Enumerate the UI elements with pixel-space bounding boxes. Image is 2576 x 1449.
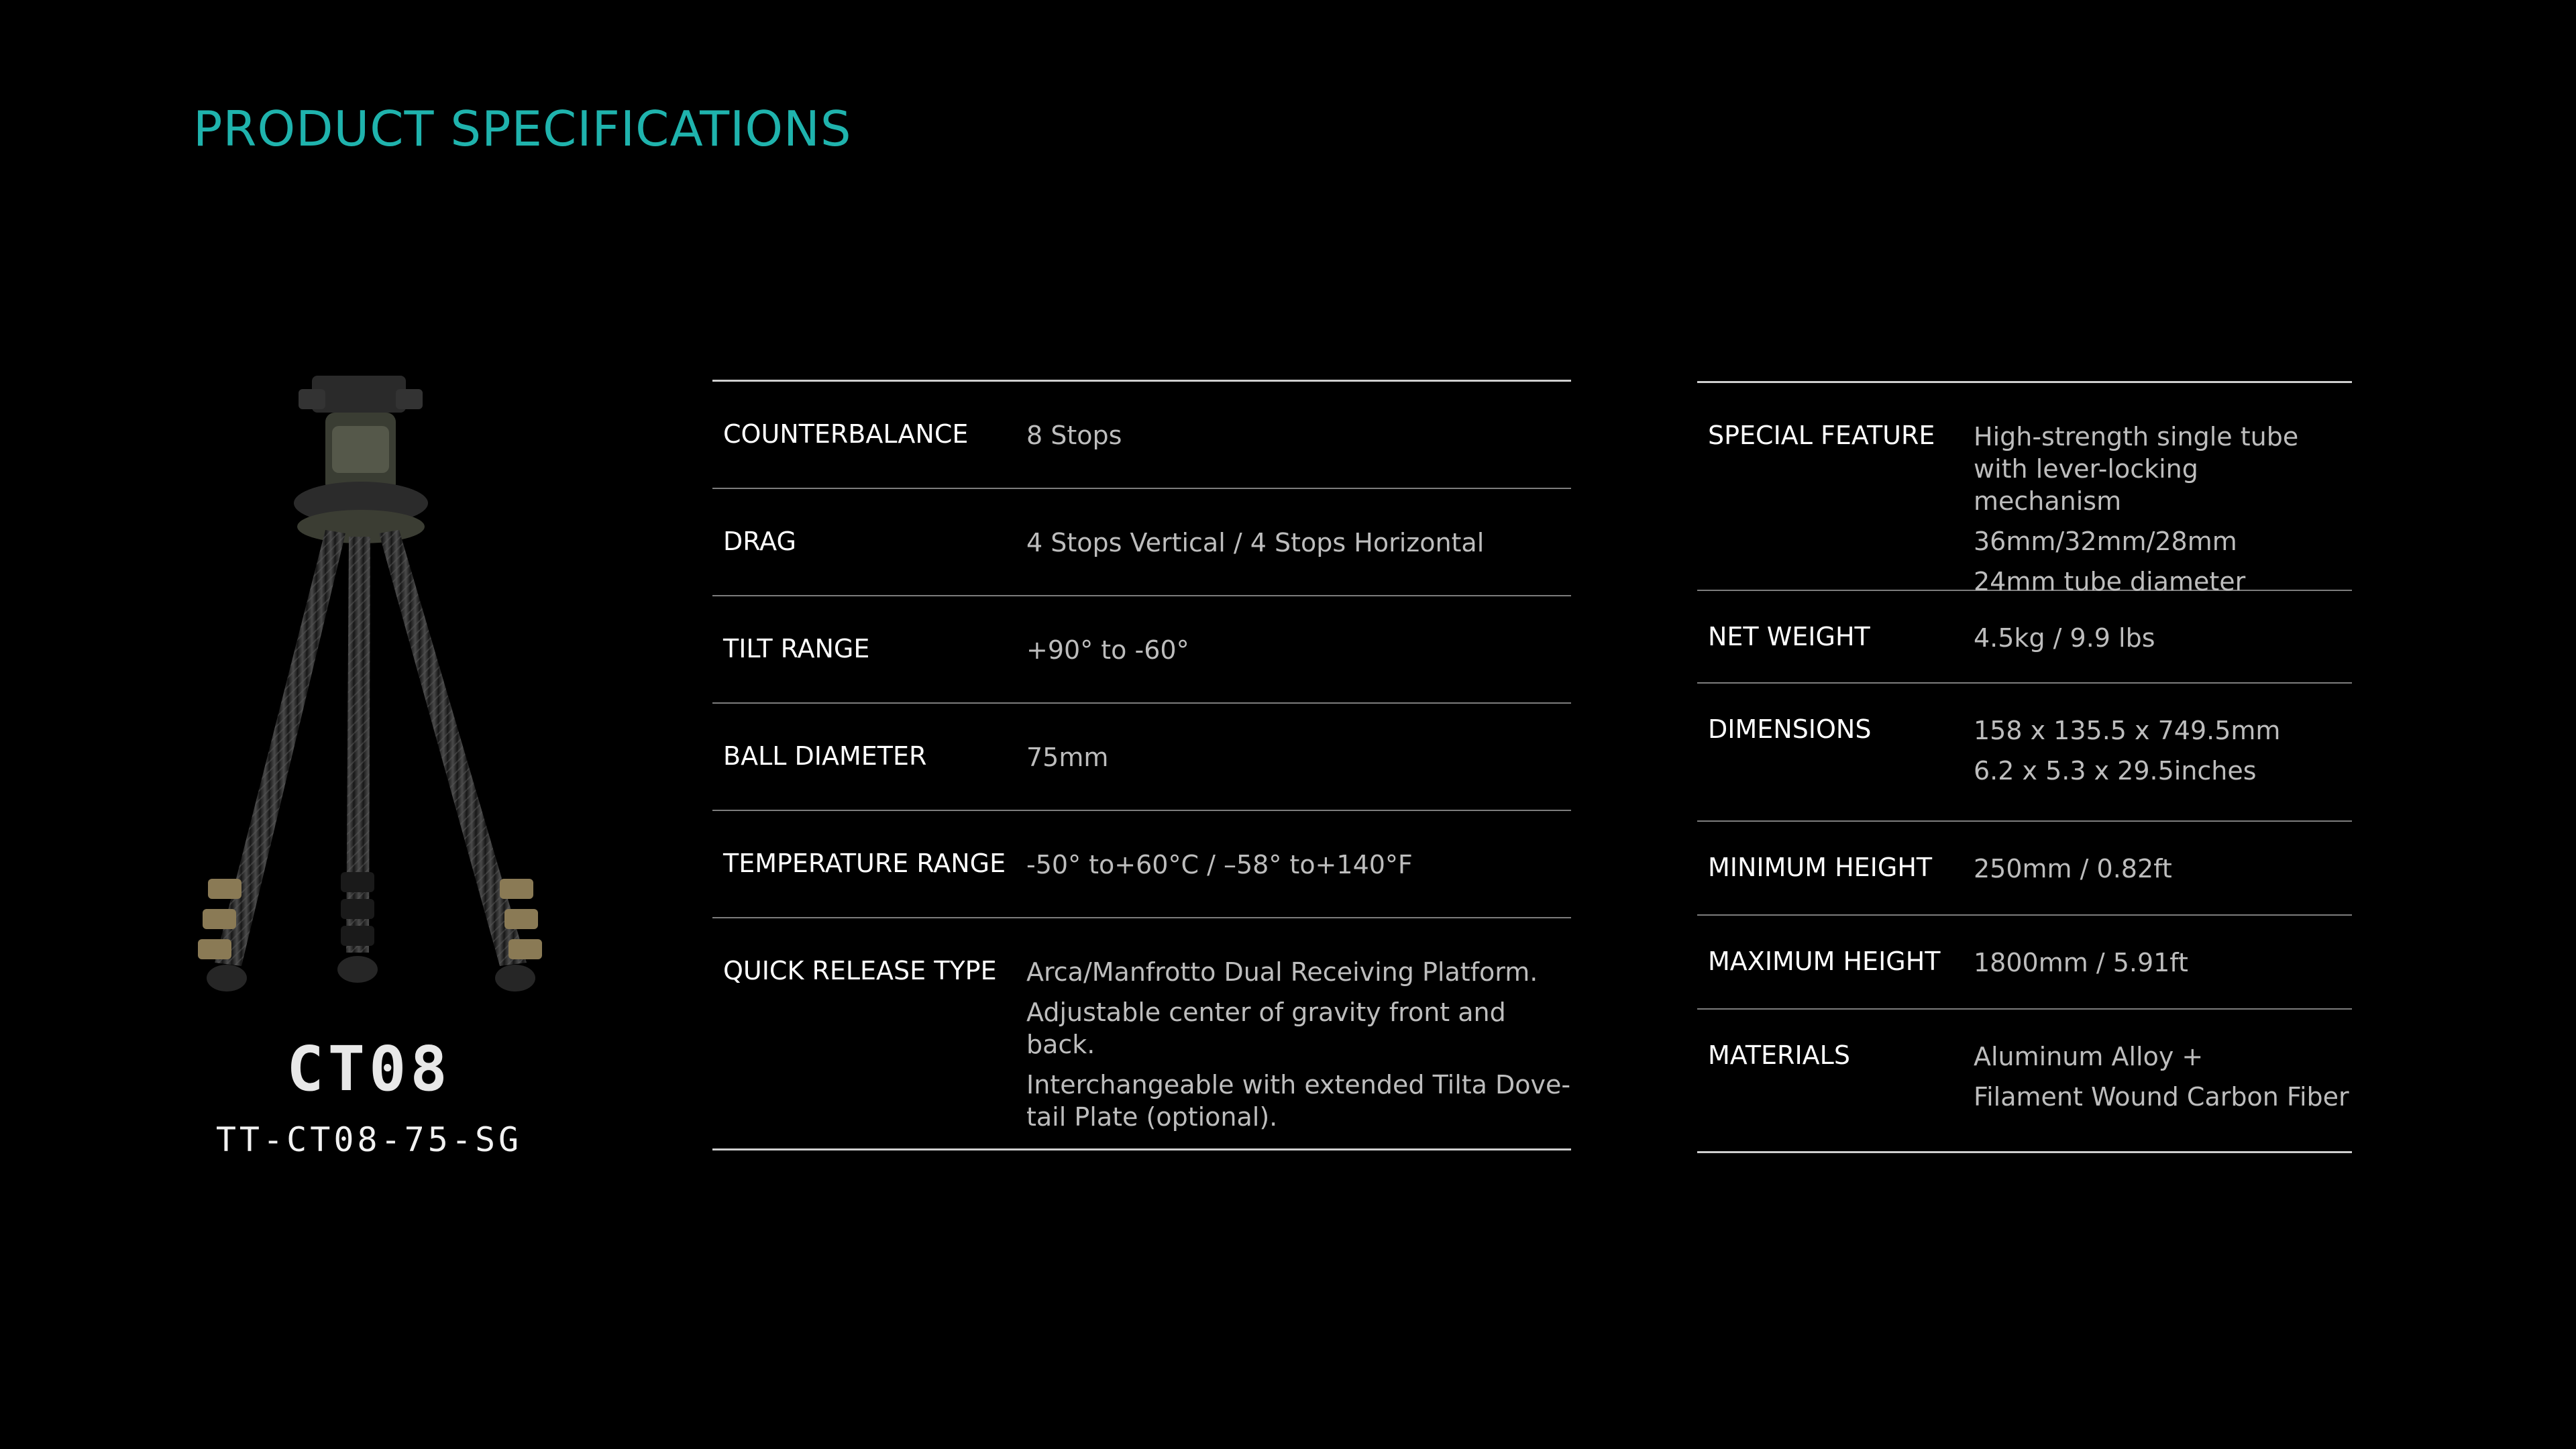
spec-value-line: 75mm [1026,743,1109,772]
spec-value [1974,714,2352,820]
spec-value-line: Aluminum Alloy + [1974,1042,2204,1071]
spec-row [712,596,1571,704]
spec-label: NET WEIGHT [1708,622,1870,651]
spec-value [1974,1040,2352,1151]
spec-value-line: Adjustable center of gravity front and back. [1026,998,1506,1059]
product-model: CT08 [286,1033,451,1105]
spec-label: MATERIALS [1708,1040,1850,1070]
spec-label: QUICK RELEASE TYPE [723,956,997,985]
spec-row [712,489,1571,596]
spec-value-line: Filament Wound Carbon Fiber [1974,1082,2349,1112]
specs-table-left [712,380,1571,1150]
specs-table-right [1697,381,2352,1153]
spec-value [1026,956,1571,1148]
spec-value-line: 158 x 135.5 x 749.5mm [1974,716,2281,745]
spec-row [712,382,1571,489]
tripod-product-image [195,362,543,1000]
spec-label: TILT RANGE [723,634,870,663]
spec-row [1697,591,2352,684]
spec-row [1697,1010,2352,1153]
spec-value [1026,527,1571,595]
spec-label: MAXIMUM HEIGHT [1708,947,1941,976]
spec-value-line: -50° to+60°C / –58° to+140°F [1026,850,1413,879]
spec-value [1026,741,1571,810]
spec-value-line: Arca/Manfrotto Dual Receiving Platform. [1026,957,1538,987]
spec-row [712,811,1571,918]
spec-value-line: Interchangeable with extended Tilta Dove-tail Plate (optional). [1026,1070,1571,1132]
spec-value [1026,419,1571,488]
product-panel [195,362,543,1187]
spec-label: BALL DIAMETER [723,741,927,771]
spec-row [1697,822,2352,916]
spec-value-line: 1800mm / 5.91ft [1974,948,2188,977]
spec-value-line: 36mm/32mm/28mm [1974,527,2237,556]
product-sku: TT-CT08-75-SG [215,1120,523,1159]
spec-value [1974,421,2352,596]
spec-value [1974,947,2352,1008]
spec-value-line: +90° to -60° [1026,635,1189,665]
spec-row [1697,383,2352,596]
page-title: PRODUCT SPECIFICATIONS [193,101,852,157]
spec-label: TEMPERATURE RANGE [723,849,1006,878]
spec-value [1974,622,2352,682]
spec-value [1974,853,2352,914]
spec-row [1697,684,2352,822]
spec-label: MINIMUM HEIGHT [1708,853,1933,882]
spec-value-line: 4.5kg / 9.9 lbs [1974,623,2155,653]
spec-value-line: 24mm tube diameter [1974,567,2246,596]
spec-value [1026,634,1571,702]
spec-row [1697,916,2352,1010]
spec-value-line: 250mm / 0.82ft [1974,854,2172,883]
spec-row [712,918,1571,1150]
spec-value-line: 4 Stops Vertical / 4 Stops Horizontal [1026,528,1485,557]
spec-value-line: High-strength single tube with lever-locking mechanism [1974,422,2299,516]
spec-label: DIMENSIONS [1708,714,1872,744]
spec-value-line: 6.2 x 5.3 x 29.5inches [1974,756,2257,786]
spec-row [712,704,1571,811]
spec-value [1026,849,1571,917]
spec-label: SPECIAL FEATURE [1708,421,1935,450]
spec-value-line: 8 Stops [1026,421,1122,450]
spec-label: DRAG [723,527,796,556]
spec-label: COUNTERBALANCE [723,419,969,449]
